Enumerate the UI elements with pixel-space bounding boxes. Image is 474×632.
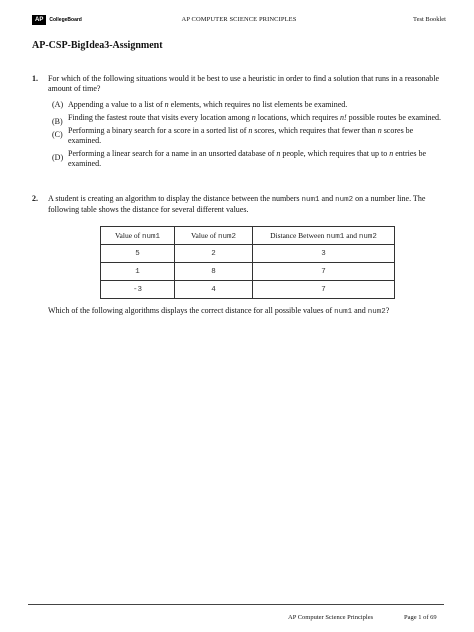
footer-divider: [28, 604, 444, 605]
logo-ap-mark: AP: [32, 15, 46, 25]
page-header: [32, 15, 446, 29]
header-booklet-label: Test Booklet: [413, 16, 446, 23]
logo-collegeboard-text: CollegeBoard: [49, 17, 82, 23]
table-cell: 1: [101, 263, 175, 281]
choice-letter: (D): [52, 153, 64, 162]
header-course-title: AP COMPUTER SCIENCE PRINCIPLES: [181, 16, 297, 23]
table-cell: 4: [175, 281, 253, 299]
choice-text: Finding the fastest route that visits every location among n locations, which requires n! possible routes be examined.: [68, 113, 442, 122]
table-header: Value of num1: [101, 227, 175, 245]
table-header: Value of num2: [175, 227, 253, 245]
question-1: [32, 74, 446, 169]
choice-text: Performing a linear search for a name in an unsorted database of n people, which requires that up to n entries be examined.: [68, 149, 427, 168]
assignment-title: AP-CSP-BigIdea3-Assignment: [32, 40, 163, 51]
choice-a[interactable]: [48, 100, 446, 110]
question-stem: A student is creating an algorithm to display the distance between the numbers num1 and num2 on a number line. The following table shows the distance for several different values.: [48, 194, 426, 214]
question-number: 1.: [32, 74, 38, 83]
choice-letter: (A): [52, 100, 64, 109]
table-cell: 3: [253, 245, 395, 263]
question-2: [32, 194, 446, 215]
table-row: [101, 263, 395, 281]
choice-d[interactable]: [48, 149, 446, 169]
followup-text: Which of the following algorithms displays the correct distance for all possible values of num1 and num2?: [48, 306, 390, 316]
choice-letter: (C): [52, 130, 63, 139]
table-cell: 8: [175, 263, 253, 281]
question-stem: For which of the following situations would it be best to use a heuristic in order to find a solution that runs in a reasonable amount of time?: [48, 74, 440, 93]
choice-b[interactable]: [48, 113, 446, 126]
table-row: [101, 245, 395, 263]
table-cell: 2: [175, 245, 253, 263]
question-2-followup: [32, 306, 446, 317]
table-cell: 7: [253, 263, 395, 281]
table-cell: -3: [101, 281, 175, 299]
choice-text: Performing a binary search for a score in a sorted list of n scores, which requires that fewer than n scores be examined.: [68, 126, 414, 145]
choice-letter: (B): [52, 117, 63, 126]
table-row: [101, 281, 395, 299]
footer-course: AP Computer Science Principles: [288, 614, 374, 621]
footer-page-number: Page 1 of 69: [404, 614, 437, 621]
table-header: Distance Between num1 and num2: [253, 227, 395, 245]
table-header-row: [101, 227, 395, 245]
distance-table: [100, 226, 395, 299]
choice-text: Appending a value to a list of n elements, which requires no list elements be examined.: [68, 100, 348, 109]
table-cell: 7: [253, 281, 395, 299]
question-number: 2.: [32, 194, 38, 203]
choice-c[interactable]: [48, 126, 446, 146]
table-cell: 5: [101, 245, 175, 263]
